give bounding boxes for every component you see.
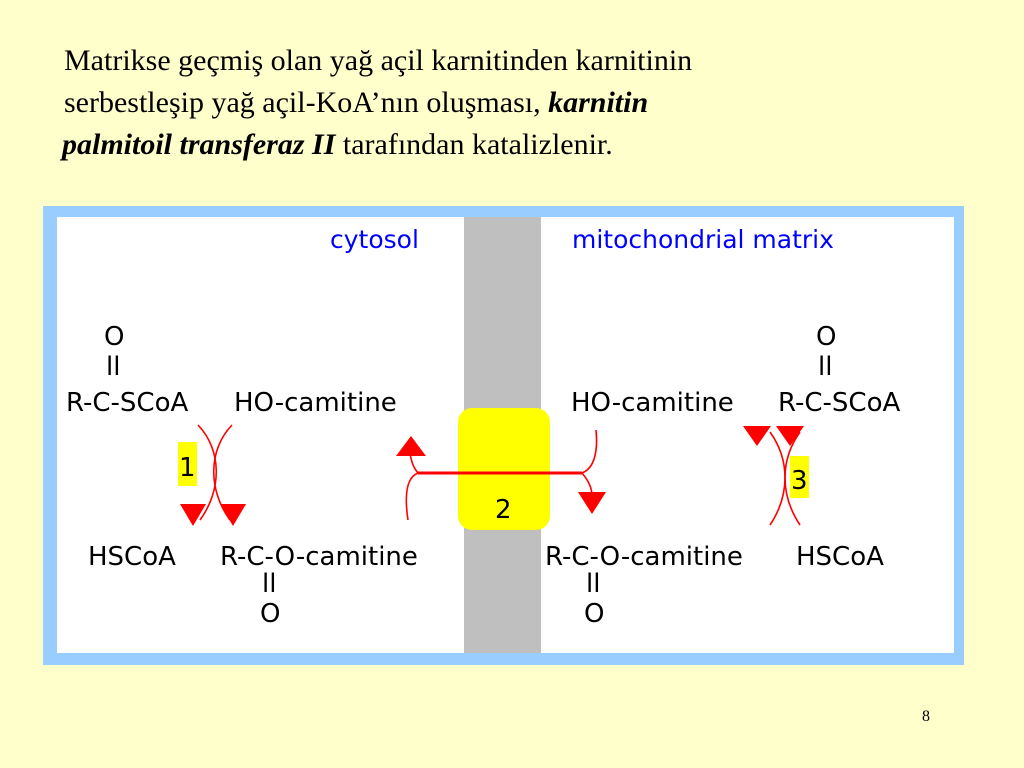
left-acyl-coa-oxygen: O xyxy=(104,322,125,352)
text-line-1: Matrikse geçmiş olan yağ açil karnitinden karnitinin xyxy=(64,44,693,77)
text-line-3-plain: tarafından katalizlenir. xyxy=(335,128,613,161)
right-acyl-coa-double-bond: ll xyxy=(818,352,833,382)
text-enzyme-name-part1: karnitin xyxy=(548,86,649,119)
left-carnitine: HO-camitine xyxy=(234,388,397,418)
left-acyl-carnitine-oxygen: O xyxy=(260,599,281,629)
left-acyl-coa: R-C-SCoA xyxy=(66,388,189,418)
left-acyl-carnitine-double-bond: ll xyxy=(262,569,277,599)
right-carnitine: HO-camitine xyxy=(571,388,734,418)
step-2-number: 2 xyxy=(495,495,512,525)
right-acyl-carnitine-oxygen: O xyxy=(584,599,605,629)
cytosol-label: cytosol xyxy=(330,225,419,254)
right-acyl-carnitine-double-bond: ll xyxy=(586,569,601,599)
page-number: 8 xyxy=(922,708,930,725)
right-hscoa: HSCoA xyxy=(796,542,884,572)
text-enzyme-name-part2: palmitoil transferaz II xyxy=(62,128,336,161)
left-acyl-coa-double-bond: ll xyxy=(106,352,121,382)
left-acyl-carnitine: R-C-O-camitine xyxy=(220,542,418,572)
right-acyl-carnitine: R-C-O-camitine xyxy=(545,542,743,572)
left-hscoa: HSCoA xyxy=(88,542,176,572)
right-acyl-coa: R-C-SCoA xyxy=(778,388,901,418)
step-3-number: 3 xyxy=(791,466,808,496)
mitochondrial-matrix-label: mitochondrial matrix xyxy=(572,225,834,254)
text-line-2-plain: serbestleşip yağ açil-KoA’nın oluşması, xyxy=(64,86,549,119)
right-acyl-coa-oxygen: O xyxy=(816,322,837,352)
step-1-number: 1 xyxy=(179,453,196,483)
